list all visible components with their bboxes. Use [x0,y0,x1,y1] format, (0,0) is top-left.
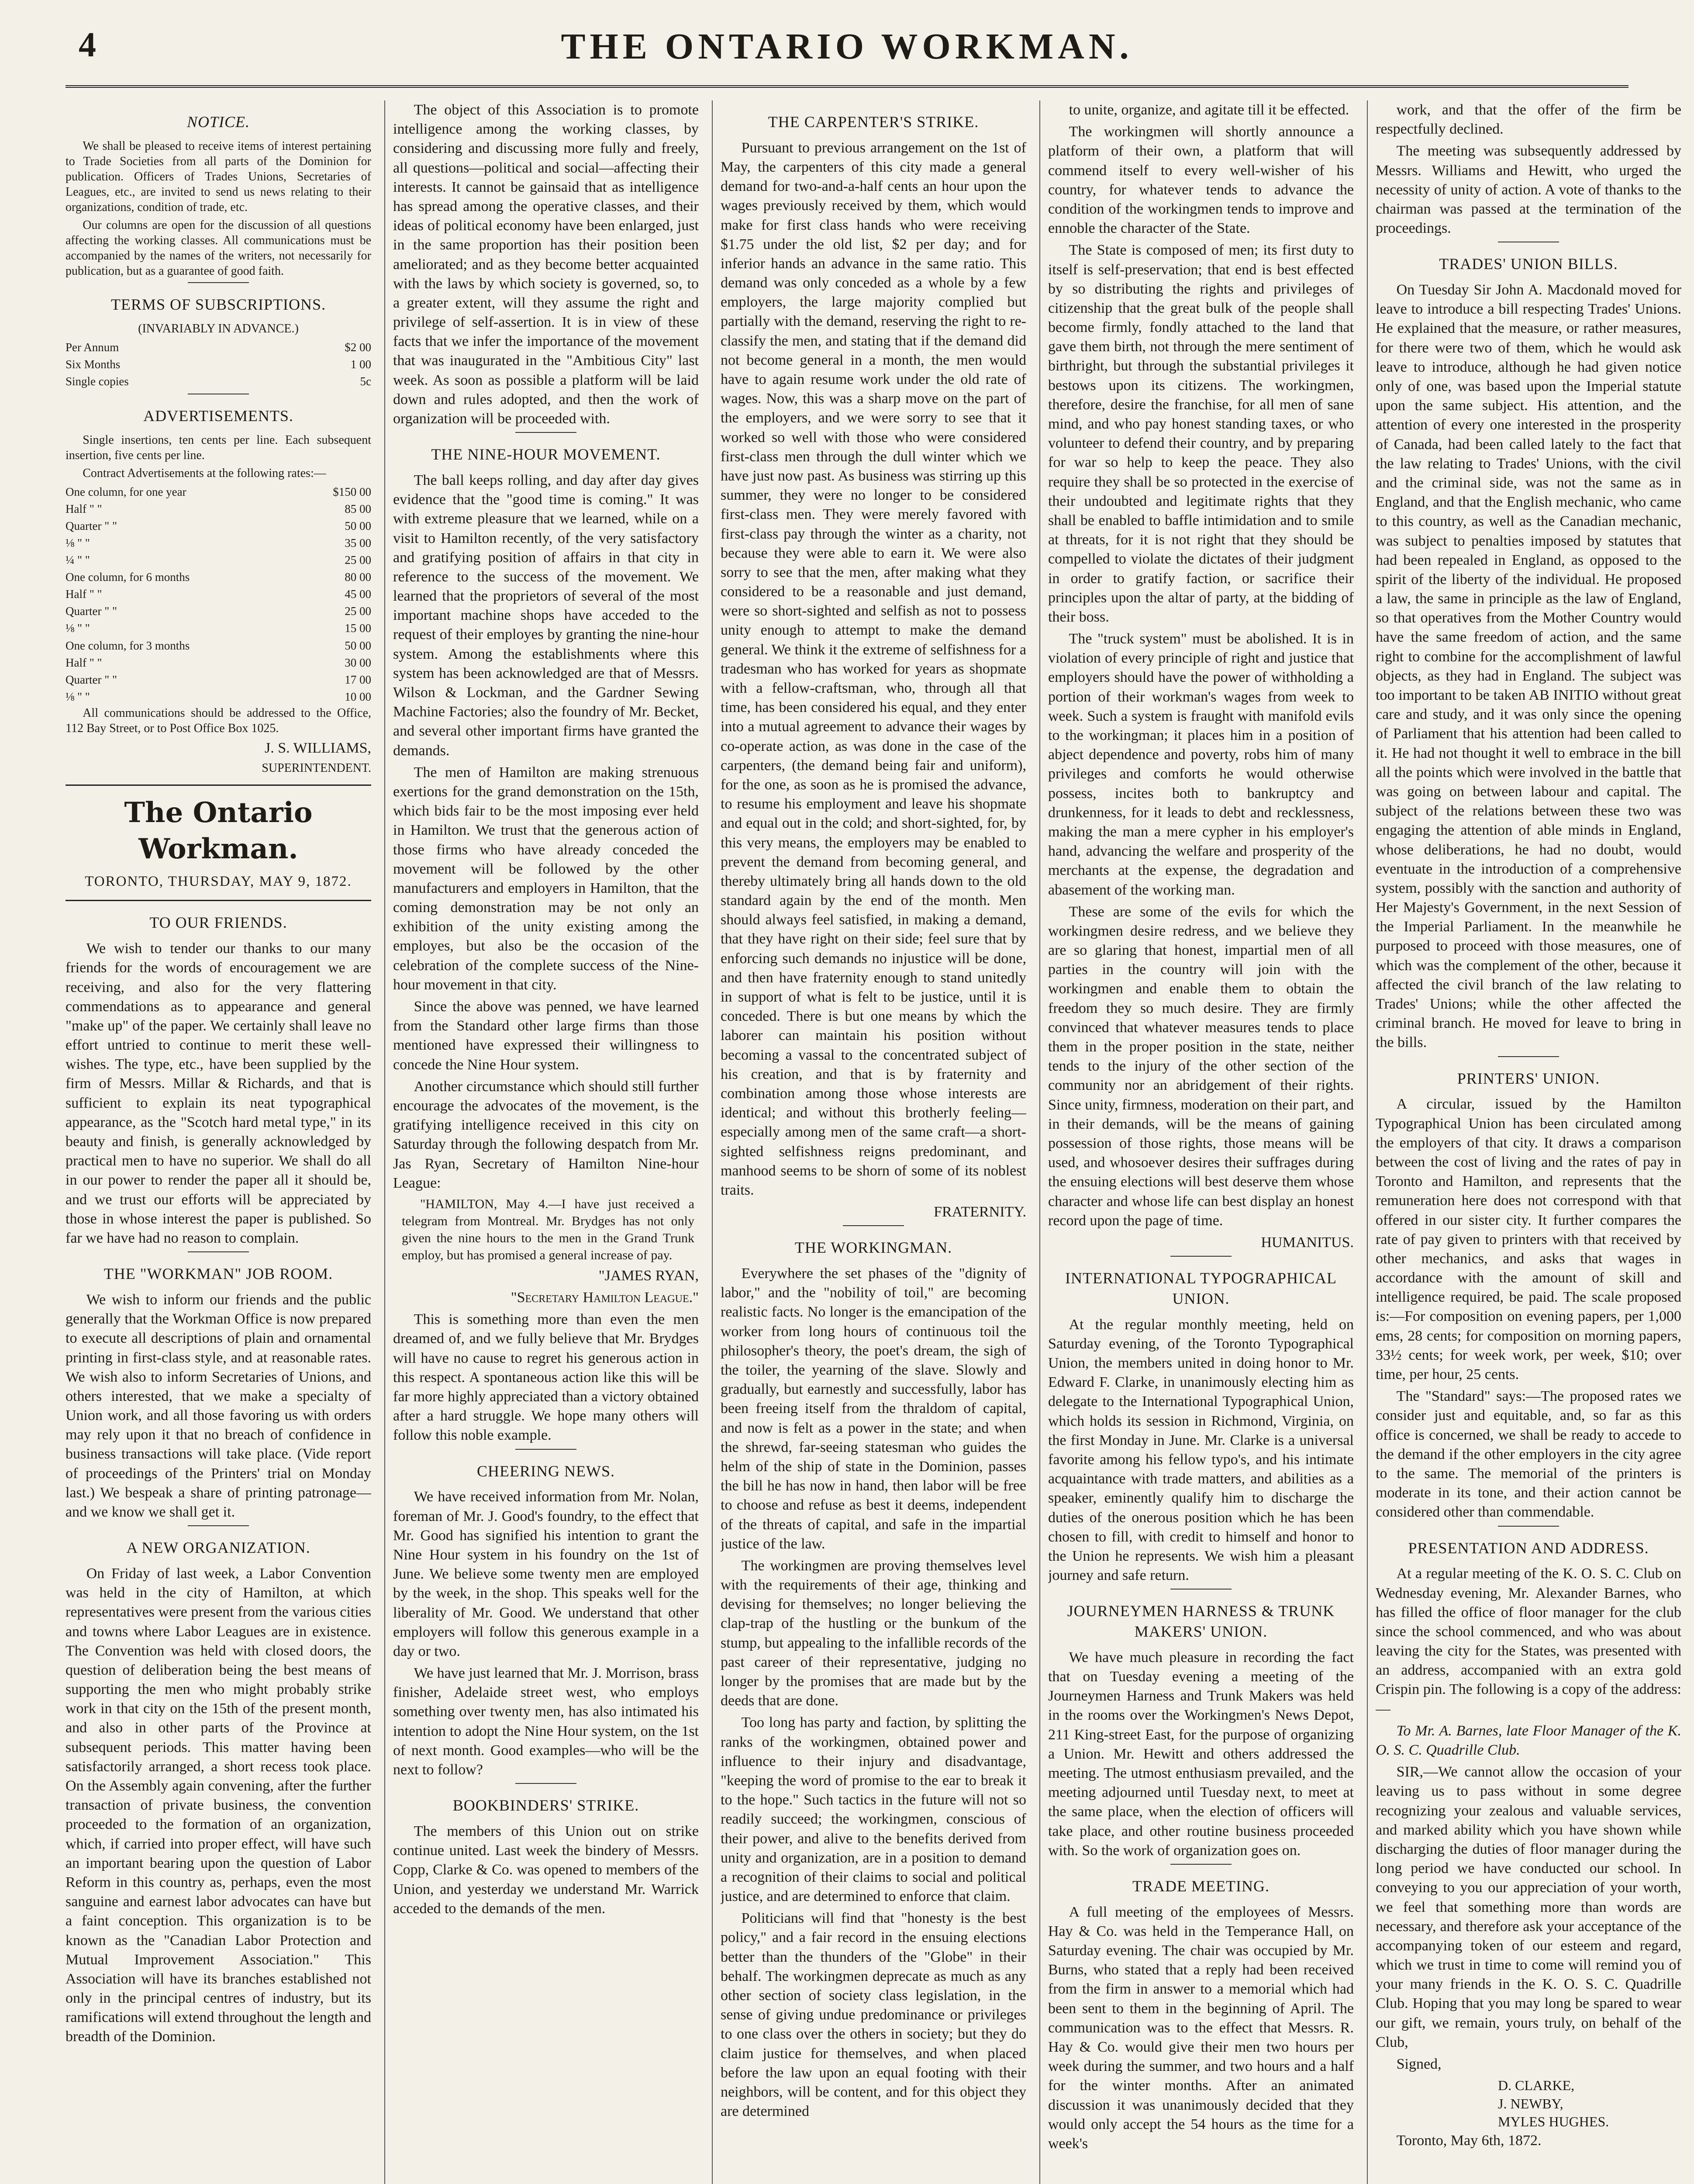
rate-label: Six Months [66,357,121,371]
signer-name: J. NEWBY, [1498,2095,1563,2111]
article-paragraph: The "truck system" must be abolished. It is in violation of every principle of right and justice that employers should have the power of withholding a portion of their workman's wages from week to week. Such a system is fraught with manifold evils to the workingman; it places him in a position of abject dependence and poverty, robs him of many privileges and comforts he would otherwise possess, incites both to bankruptcy and drunkenness, for it leads to debt and recklessness, making the man a mere cypher in his employer's hand, advancing the welfare and prosperity of the merchants at the expense, the degradation and abasement of the working man. [1048,631,1354,898]
article-paragraph: At the regular monthly meeting, held on Saturday evening, of the Toronto Typographical Union, the members united in doing honor to Mr. Edward F. Clarke, in unanimously electing him as delegate to the International Typographical Union, which holds its session in Richmond, Virginia, on the first Monday in June. Mr. Clarke is a universal favorite among his fellow typo's, and his intimate acquaintance with trade matters, and abilities as a speaker, eminently qualify him to discharge the duties of the onerous position which he has been chosen to fill, with credit to himself and honor to the Union he represents. We wish him a pleasant journey and safe return. [1048,1316,1354,1584]
rate-label: One column, for 6 months [66,570,190,584]
article-paragraph: The ball keeps rolling, and day after day gives evidence that the "good time is coming." It was with extreme pleasure that we learned, while on a visit to Hamilton recently, of the very satisfactory and gratifying position of affairs in that city in reference to the success of the movement. We learned that the proprietors of several of the most important machine shops have acceded to the request of their employes by granting the nine-hour system. Among the establishments where this system has been acknowledged are that of Messrs. Wilson & Lockman, and the Gardner Sewing Machine Factories; also the foundry of Mr. Becket, and several other important firms have granted the demands. [393,472,699,759]
article-paragraph: This is something more than even the men dreamed of, and we fully believe that Mr. Brydges will have no cause to regret his generous action in this respect. A spontaneous action like this will be far more highly appreciated than a victory obtained after a hard struggle. We hope many others will follow this noble example. [393,1311,699,1444]
column-5 [1376,100,1681,2184]
rate-price: 85 00 [345,502,371,515]
article-paragraph: SIR,—We cannot allow the occasion of your leaving us to pass without in some degree recognizing your zealous and valuable services, and marked ability which you have shown while discharging the duties of floor manager during the long period we have conducted our school. In conveying to you our appreciation of your worth, we feel that something more than words are necessary, and therefore ask your acceptance of the accompanying token of our esteem and regard, which we trust in time to come will remind you of your many friends in the K. O. S. C. Quadrille Club. Hoping that you may long be spared to wear our gift, we remain, yours truly, on behalf of the Club, [1376,1764,1681,2050]
subscriptions-title: TERMS OF SUBSCRIPTIONS. [110,295,326,313]
article-paragraph: On Tuesday Sir John A. Macdonald moved for leave to introduce a bill respecting Trades' Unions. He explained that the measure, or rather measures, for there were two of them, which he would ask leave to introduce, although he had given notice only of one, was based upon the Imperial statute upon the same subject. His attention, and the attention of every one interested in the prosperity of Canada, had been called lately to the fact that the law relating to Trades' Unions, with the civil and the criminal side, was not the same as in England, and that the English mechanic, who came to this country, as well as the Canadian mechanic, was subject to penalties imposed by statutes that had been repealed in England, as opposed to the spirit of the liberty of the individual. He proposed a law, the same in principle as the law of England, so that operatives from the Mother Country would have the same freedom of action, and the same right to combine for the accomplishment of lawful objects, as they had in England. The subject was too important to be taken AB INITIO without great care and study, and it was only since the opening of Parliament that his attention had been called to it. He had not thought it well to embrace in the bill all the points which were involved in the battle that was going on between labour and capital. The subject of the relations between these two was engaging the attention of able minds in England, whose deliberations, he had no doubt, would eventuate in the introduction of a comprehensive system, possibly with the sanction and authority of Her Majesty's Government, in the next Session of the Imperial Parliament. In the meanwhile he purposed to proceed with those measures, one of which was the complement of the other, because it affected the civil branch of the law relating to Trades' Unions; while the other affected the criminal branch. He moved for leave to bring in the bills. [1376,282,1681,1051]
rate-label: Quarter " " [66,673,117,686]
rate-price: 15 00 [345,622,371,635]
article-title: PRESENTATION AND ADDRESS. [1408,1539,1649,1557]
article-paragraph: The members of this Union out on strike continue united. Last week the bindery of Messrs. Copp, Clarke & Co. was opened to members of the Union, and yesterday we understand Mr. Warrick acceded to the demands of the men. [393,1823,699,1917]
article-paragraph: We have just learned that Mr. J. Morrison, brass finisher, Adelaide street west, who employs something over twenty men, has also intimated his intention to adopt the Nine Hour system, on the 1st of next month. Good examples—who will be the next to follow? [393,1665,699,1778]
divider [1170,1589,1232,1590]
article-paragraph: At a regular meeting of the K. O. S. C. Club on Wednesday evening, Mr. Alexander Barnes, who has filled the office of floor manager for the club since the school commenced, and who was about leaving the city for the States, was presented with an address, accompanied with an extra gold Crispin pin. The following is a copy of the address:— [1376,1565,1681,1717]
signed-label: Signed, [1396,2056,1442,2073]
rate-label: Half " " [66,587,102,601]
article-paragraph: The State is composed of men; its first duty to itself is self-preservation; that end is best effected by so distributing the rights and privileges of citizenship that the great bulk of the people shall become firmly, fondly attached to the land that gave them birth, not through the mere sentiment of birthright, but through the substantial privileges it bestows upon its citizens. The workingmen, therefore, desire the franchise, for all men of sane mind, and who pay honest standing taxes, or who volunteer to defend their country, and by preparing for war so help to keep the peace. They also require they shall be so protected in the exercise of their undoubted and legitimate rights that they shall be enabled to baffle intimidation and to smile at threats, for it is not right that they should be compelled to violate the dictates of their judgment in order to gratify faction, or sacrifice their principles upon the altar of party, at the bidding of their boss. [1048,242,1354,625]
masthead-rule [66,85,1628,88]
divider [515,1783,576,1784]
table-row [66,518,371,535]
notice-paragraph: We shall be pleased to receive items of interest pertaining to Trade Societies from all parts of the Dominion for publication. Officers of Trades Unions, Secretaries of Leagues, etc., are invited to send us news relating to their organizations, condition of trade, etc. [66,139,371,214]
table-row [66,569,371,586]
table-row [66,373,371,390]
signers-list [1498,2077,1681,2131]
article-paragraph: We have much pleasure in recording the fact that on Tuesday evening a meeting of the Journeymen Harness and Trunk Makers was held in the rooms over the Workingmen's News Depot, 211 King-street East, for the purpose of organizing a Union. Mr. Hewitt and others addressed the meeting. The utmost enthusiasm prevailed, and the meeting adjourned until Tuesday next, to meet at the same place, when the election of officers will take place, and other routine business proceeded with. So the work of organization goes on. [1048,1649,1354,1859]
article-paragraph: The object of this Association is to promote intelligence among the working classes, by considering and discussing more fully and freely, all questions—political and social—affecting their interests. It cannot be gainsaid that as intelligence has spread among the operative classes, and their ideas of political economy have been enlarged, just in the same proportion has their position been ameliorated; and as they become better acquainted with the laws by which society is governed, so, to a greater extent, will they assume the right and privilege of self-assertion. It is in view of these facts that we infer the importance of the movement that was inaugurated in the "Ambitious City" last week. As soon as possible a platform will be laid down and rules adopted, and then the work of organization will be proceeded with. [393,102,699,427]
rate-price: 25 00 [345,605,371,618]
rate-label: Per Annum [66,340,119,354]
advertisements-paragraph: All communications should be addressed to the Office, 112 Bay Street, or to Post Office Box 1025. [66,706,371,735]
column-separator [1367,100,1368,2184]
notice-title: NOTICE. [186,113,250,131]
table-row [66,552,371,569]
rate-price: 5c [360,374,371,388]
rate-label: Single copies [66,374,129,388]
rate-price: $150 00 [333,485,371,498]
rate-price: 80 00 [345,570,371,584]
table-row [66,654,371,671]
rate-label: One column, for 3 months [66,639,190,652]
advertisements-paragraph: Contract Advertisements at the following rates:— [83,466,326,480]
table-row [66,356,371,373]
rate-price: 50 00 [345,639,371,652]
article-signature: HUMANITUS. [1261,1234,1354,1251]
article-title: PRINTERS' UNION. [1457,1069,1600,1087]
rate-price: 10 00 [345,690,371,703]
article-paragraph: We have received information from Mr. Nolan, foreman of Mr. J. Good's foundry, to the effect that Mr. Good has signified his intention to grant the Nine Hour system in his foundry on the 1st of June. We believe some twenty men are employed by the week, in the shop. This speaks well for the liberality of Mr. Good. We understand that other employers will follow this generous example in a day or two. [393,1489,699,1659]
divider [1498,1056,1559,1057]
address-date: Toronto, May 6th, 1872. [1396,2132,1542,2149]
divider [515,1449,576,1450]
article-paragraph: On Friday of last week, a Labor Convention was held in the city of Hamilton, at which representatives were present from the various cities and towns where Labor Leagues are in existence. The Convention was held with closed doors, the question of deliberation being the best means of supporting the men who might probably strike work in that city on the 15th of the present month, and also in other parts of the Province at subsequent periods. This matter having been satisfactorily arranged, a short recess took place. On the Assembly again convening, after the further transaction of private business, the convention proceeded to the formation of an organization, which, if carried into proper effect, will have such an important bearing upon the question of Labor Reform in this country as, perhaps, even the most sanguine and earnest labor advocates can have but a faint conception. This organization is to be known as the "Canadian Labor Protection and Mutual Improvement Association." This Association will have its branches established not only in the principal centres of industry, but its ramifications will extend throughout the length and breadth of the Dominion. [66,1565,371,2045]
table-row [66,586,371,603]
advertisements-paragraph: Single insertions, ten cents per line. Each subsequent insertion, five cents per line. [66,433,371,462]
rate-price: 45 00 [345,587,371,601]
rate-label: Half " " [66,656,102,669]
rate-price: 35 00 [345,536,371,549]
rate-price: 25 00 [345,553,371,567]
rate-label: ⅛ " " [66,690,90,703]
signer-name: D. CLARKE, [1498,2077,1575,2094]
subscriptions-note: (INVARIABLY IN ADVANCE.) [138,321,299,335]
column-3 [721,100,1026,2184]
column-separator [1039,100,1040,2184]
article-title: THE WORKINGMAN. [794,1239,952,1257]
advertisements-title: ADVERTISEMENTS. [143,407,293,425]
rate-label: ¼ " " [66,553,90,567]
divider [188,1525,249,1526]
rate-label: ⅛ " " [66,536,90,549]
rate-label: Half " " [66,502,102,515]
telegram-quote: "HAMILTON, May 4.—I have just received a telegram from Montreal. Mr. Brydges has not only given the nine hours to the men in the Grand Trunk employ, but has promised a general increase of pay. [402,1196,694,1262]
rate-price: $2 00 [345,340,371,354]
article-paragraph: The "Standard" says:—The proposed rates we consider just and equitable, and, so far as this office is concerned, we shall be ready to accede to the demand if the other employers in the city agree to the same. The memorial of the printers is moderate in its tone, and their action cannot be considered other than commendable. [1376,1388,1681,1521]
divider [1498,1526,1559,1527]
rate-label: One column, for one year [66,485,186,498]
superintendent-signature: J. S. WILLIAMS, [265,740,371,756]
quote-signature: "JAMES RYAN, [598,1267,699,1284]
divider [66,784,371,786]
rate-label: ⅛ " " [66,622,90,635]
article-title: THE NINE-HOUR MOVEMENT. [431,446,661,463]
article-paragraph: Politicians will find that "honesty is the best policy," and a fair record in the ensuing elections better than the thunders of the "Globe" in their behalf. The workingmen deprecate as much as any other section of society class legislation, in the sense of giving undue predominance or privileges to one class over the others in society; but they do claim justice for themselves, and when placed before the law upon an equal footing with their neighbors, will be content, and for this object they are determined [721,1910,1026,2120]
address-recipient: To Mr. A. Barnes, late Floor Manager of the K. O. S. C. Quadrille Club. [1376,1722,1681,1759]
signer-name: MYLES HUGHES. [1498,2114,1609,2130]
rate-price: 30 00 [345,656,371,669]
superintendent-title: SUPERINTENDENT. [262,761,371,775]
rate-price: 50 00 [345,519,371,532]
divider [515,432,576,433]
rate-price: 1 00 [350,357,371,371]
quote-signature: "Secretary Hamilton League." [511,1289,699,1306]
table-row [66,620,371,637]
article-paragraph: A circular, issued by the Hamilton Typographical Union has been circulated among the employers of that city. It draws a comparison between the cost of living and the rates of pay in Toronto and Hamilton, and represents that the remuneration here does not correspond with that offered in our sister city. It further compares the rate of pay given to printers with that received by other mechanics, and asks that wages in accordance with the amount of skill and intelligence required, be paid. The scale proposed is:—For composition on evening papers, per 1,000 ems, 28 cents; for composition on morning papers, 33½ cents; for week work, per week, $10; over time, per hour, 25 cents. [1376,1096,1681,1383]
masthead: THE ONTARIO WORKMAN. [561,26,1133,67]
table-row [66,688,371,705]
article-title: THE CARPENTER'S STRIKE. [768,113,979,131]
article-title: THE "WORKMAN" JOB ROOM. [104,1265,333,1283]
rate-price: 17 00 [345,673,371,686]
subscription-rates-table [66,339,371,390]
notice-paragraph: Our columns are open for the discussion of all questions affecting the working classes. All communications must be accompanied by the names of the writers, not necessarily for publication, but as a guarantee of good faith. [66,218,371,278]
table-row [66,637,371,654]
article-paragraph: Too long has party and faction, by splitting the ranks of the workingmen, obtained power and influence to their injury and disadvantage, "keeping the word of promise to the ear to break it to the hope." Such tactics in the future will not so readily succeed; the workingmen, conscious of their power, and alive to the benefits derived from unity and organization, are in a position to demand a recognition of their claims to social and political justice, and are determined to enforce that claim. [721,1714,1026,1905]
column-separator [384,100,385,2184]
article-paragraph: Another circumstance which should still further encourage the advocates of the movement, is the gratifying intelligence received in this city on Saturday through the following despatch from Mr. Jas Ryan, Secretary of Hamilton Nine-hour League: [393,1078,699,1191]
table-row [66,671,371,688]
dateline: TORONTO, THURSDAY, MAY 9, 1872. [85,874,352,890]
article-paragraph: to unite, organize, and agitate till it be effected. [1069,102,1349,118]
rate-label: Quarter " " [66,519,117,532]
column-1 [66,100,371,2184]
divider [1170,1256,1232,1257]
article-paragraph: work, and that the offer of the firm be respectfully declined. [1376,102,1681,138]
article-title: CHEERING NEWS. [477,1462,615,1480]
article-title: INTERNATIONAL TYPOGRAPHICAL UNION. [1065,1269,1337,1307]
divider [1170,1864,1232,1865]
article-title: TRADE MEETING. [1132,1877,1270,1895]
table-row [66,339,371,356]
article-signature: FRATERNITY. [934,1204,1026,1220]
article-paragraph: Since the above was penned, we have learned from the Standard other large firms than those mentioned have expressed their willingness to concede the Nine Hour system. [393,999,699,1073]
divider [188,1251,249,1252]
article-paragraph: These are some of the evils for which the workingmen desire redress, and we believe they are so glaring that honest, impartial men of all parties in the country will join with the workingmen and enable them to obtain the freedom they so much desire. They are firmly convinced that whatever measures tends to place them in the proper position in the state, neither tends to the injury of the other section of the community nor an abridgement of their rights. Since unity, firmness, moderation on their part, and in their demands, will be the means of gaining possession of those rights, those means will be used, and whosoever desires their suffrages during the ensuing elections will best deserve them whose character and whose life can best display an honest record upon the page of time. [1048,903,1354,1229]
article-title: TRADES' UNION BILLS. [1439,255,1618,273]
divider [188,282,249,283]
article-paragraph: A full meeting of the employees of Messrs. Hay & Co. was held in the Temperance Hall, on Saturday evening. The chair was occupied by Mr. Burns, who stated that a reply had been received from the firm in answer to a memorial which had been sent to them in the beginning of April. The communication was to the effect that Messrs. R. Hay & Co. would give their men two hours per week during the summer, and two hours and a half for the winter months. After an animated discussion it was unanimously decided that they would only accept the 54 hours as the time for a week's [1048,1904,1354,2152]
article-paragraph: The workingmen are proving themselves level with the requirements of their age, thinking and devising for themselves; no longer believing the clap-trap of the hustling or the bunkum of the stump, but appealing to the infallible records of the past career of their representative, judging no longer by the promises that are made but by the deeds that are done. [721,1557,1026,1709]
advertising-rates-table [66,484,371,705]
article-paragraph: Everywhere the set phases of the "dignity of labor," and the "nobility of toil," are becoming realistic facts. No longer is the emancipation of the worker from long hours of continuous toil the philosopher's theory, the poet's dream, the sigh of the toiler, the yearning of the slave. Slowly and gradually, but earnestly and successfully, labor has been freeing itself from the thraldom of capital, and now is felt as a power in the state; and when the shrewd, far-seeing statesman who guides the helm of the ship of state in the Dominion, passes the bill he has now in hand, then labor will be free to choose and refuse as best it deems, independent of the threats of capital, and safe in the impartial justice of the law. [721,1265,1026,1552]
table-row [66,535,371,552]
column-2 [393,100,699,2184]
article-paragraph: The men of Hamilton are making strenuous exertions for the grand demonstration on the 15th, which bids fair to be the most imposing ever held in Hamilton. We trust that the generous action of those firms who have already conceded the movement will be followed by the other manufacturers and employers in Hamilton, that the coming demonstration may be not only an exhibition of the unity existing among the employes, but also be the occasion of the celebration of the complete success of the Nine-hour movement in that city. [393,764,699,993]
article-title: TO OUR FRIENDS. [149,914,287,932]
divider [66,900,371,901]
article-title: JOURNEYMEN HARNESS & TRUNK MAKERS' UNION. [1067,1602,1335,1641]
table-row [66,501,371,518]
article-paragraph: We wish to tender our thanks to our many friends for the words of encouragement we are receiving, and also for the very flattering commendations as to appearance and general "make up" of the paper. We certainly shall leave no effort untried to continue to merit these well-wishes. The type, etc., have been supplied by the firm of Messrs. Millar & Richards, and that is sufficient to explain its neat typographical appearance, as the "Scotch hard metal type," in its beauty and finish, is generally acknowledged by practical men to have no superior. We shall do all in our power to render the paper all it should be, and we trust our efforts will be appreciated by those in whose interest the paper is published. So far we have had no reason to complain. [66,940,371,1246]
divider [843,1225,904,1226]
page-number: 4 [79,26,96,64]
rate-label: Quarter " " [66,605,117,618]
editorial-masthead: The Ontario Workman. [124,796,313,866]
article-title: BOOKBINDERS' STRIKE. [452,1797,639,1814]
article-paragraph: We wish to inform our friends and the public generally that the Workman Office is now prepared to execute all descriptions of plain and ornamental printing in first-class style, and at reasonable rates. We wish also to inform Secretaries of Unions, and others interested, that we make a specialty of Union work, and all those favoring us with orders may rely upon it that no breach of confidence in business transactions will take place. (Vide report of proceedings of the Printers' trial on Monday last.) We bespeak a share of printing patronage—and we know we shall get it. [66,1291,371,1520]
column-separator [712,100,713,2184]
article-paragraph: The meeting was subsequently addressed by Messrs. Williams and Hewitt, who urged the necessity of unity of action. A vote of thanks to the chairman was passed at the termination of the proceedings. [1376,143,1681,237]
table-row [66,603,371,620]
article-paragraph: Pursuant to previous arrangement on the 1st of May, the carpenters of this city made a general demand for two-and-a-half cents an hour upon the wages previously received by them, which would make for first class hands who were receiving $1.75 under the old list, $2 per day; and for inferior hands an advance in the same ratio. This demand was only conceded as a whole by a few employers, the large majority complied but partially with the demand, reserving the right to re-classify the men, and stating that if the demand did not become general in a month, the men would have to again resume work under the old rate of wages. Now, this was a sharp move on the part of the employers, and we were sorry to see that it worked so well with those who were considered first-class men through the dull winter which we have just now past. As business was stirring up this summer, they were no longer to be considered first-class men. They were merely favored with first-class pay through the winter as a charity, not because they were able to earn it. We were also sorry to see that the men, after making what they considered to be a reasonable and just demand, were so short-sighted and selfish as not to possess unity enough to attempt to make the demand general. We think it the extreme of selfishness for a tradesman who has worked for years as shopmate with a fellow-craftsman, who, through all that time, has been considered his equal, and they enter into a mutual agreement to advance their wages by co-operate action, as was done in the case of the carpenters, (the demand being fair and uniform), for the one, as soon as he is promised the advance, to resume his employment and leave his shopmate and equal out in the cold; and short-sighted, for, by this very means, the employers may be enabled to prevent the demand from becoming general, and thereby ultimately bring all hands down to the old standard again by the end of the month. Men should always feel satisfied, in making a demand, that they have right on their side; feel sure that by enforcing such demands no injustice will be done, and then have fraternity enough to stand unitedly in support of what is felt to be justice, until it is conceded. There is but one means by which the laborer can maintain his position without becoming a vassal to the concentrated subject of his creation, and that is by fraternity and combination among those whose interests are identical; and without this brotherly feeling—especially among men of the same craft—a short-sighted selfishness reigns predominant, and manhood seems to be shorn of some of its noblest traits. [721,139,1026,1198]
table-row [66,484,371,501]
article-title: A NEW ORGANIZATION. [126,1539,311,1557]
column-4 [1048,100,1354,2184]
article-paragraph: The workingmen will shortly announce a platform of their own, a platform that will commend itself to every well-wisher of his country, for whatever tends to advance the condition of the workingmen tends to improve and ennoble the character of the State. [1048,124,1354,237]
